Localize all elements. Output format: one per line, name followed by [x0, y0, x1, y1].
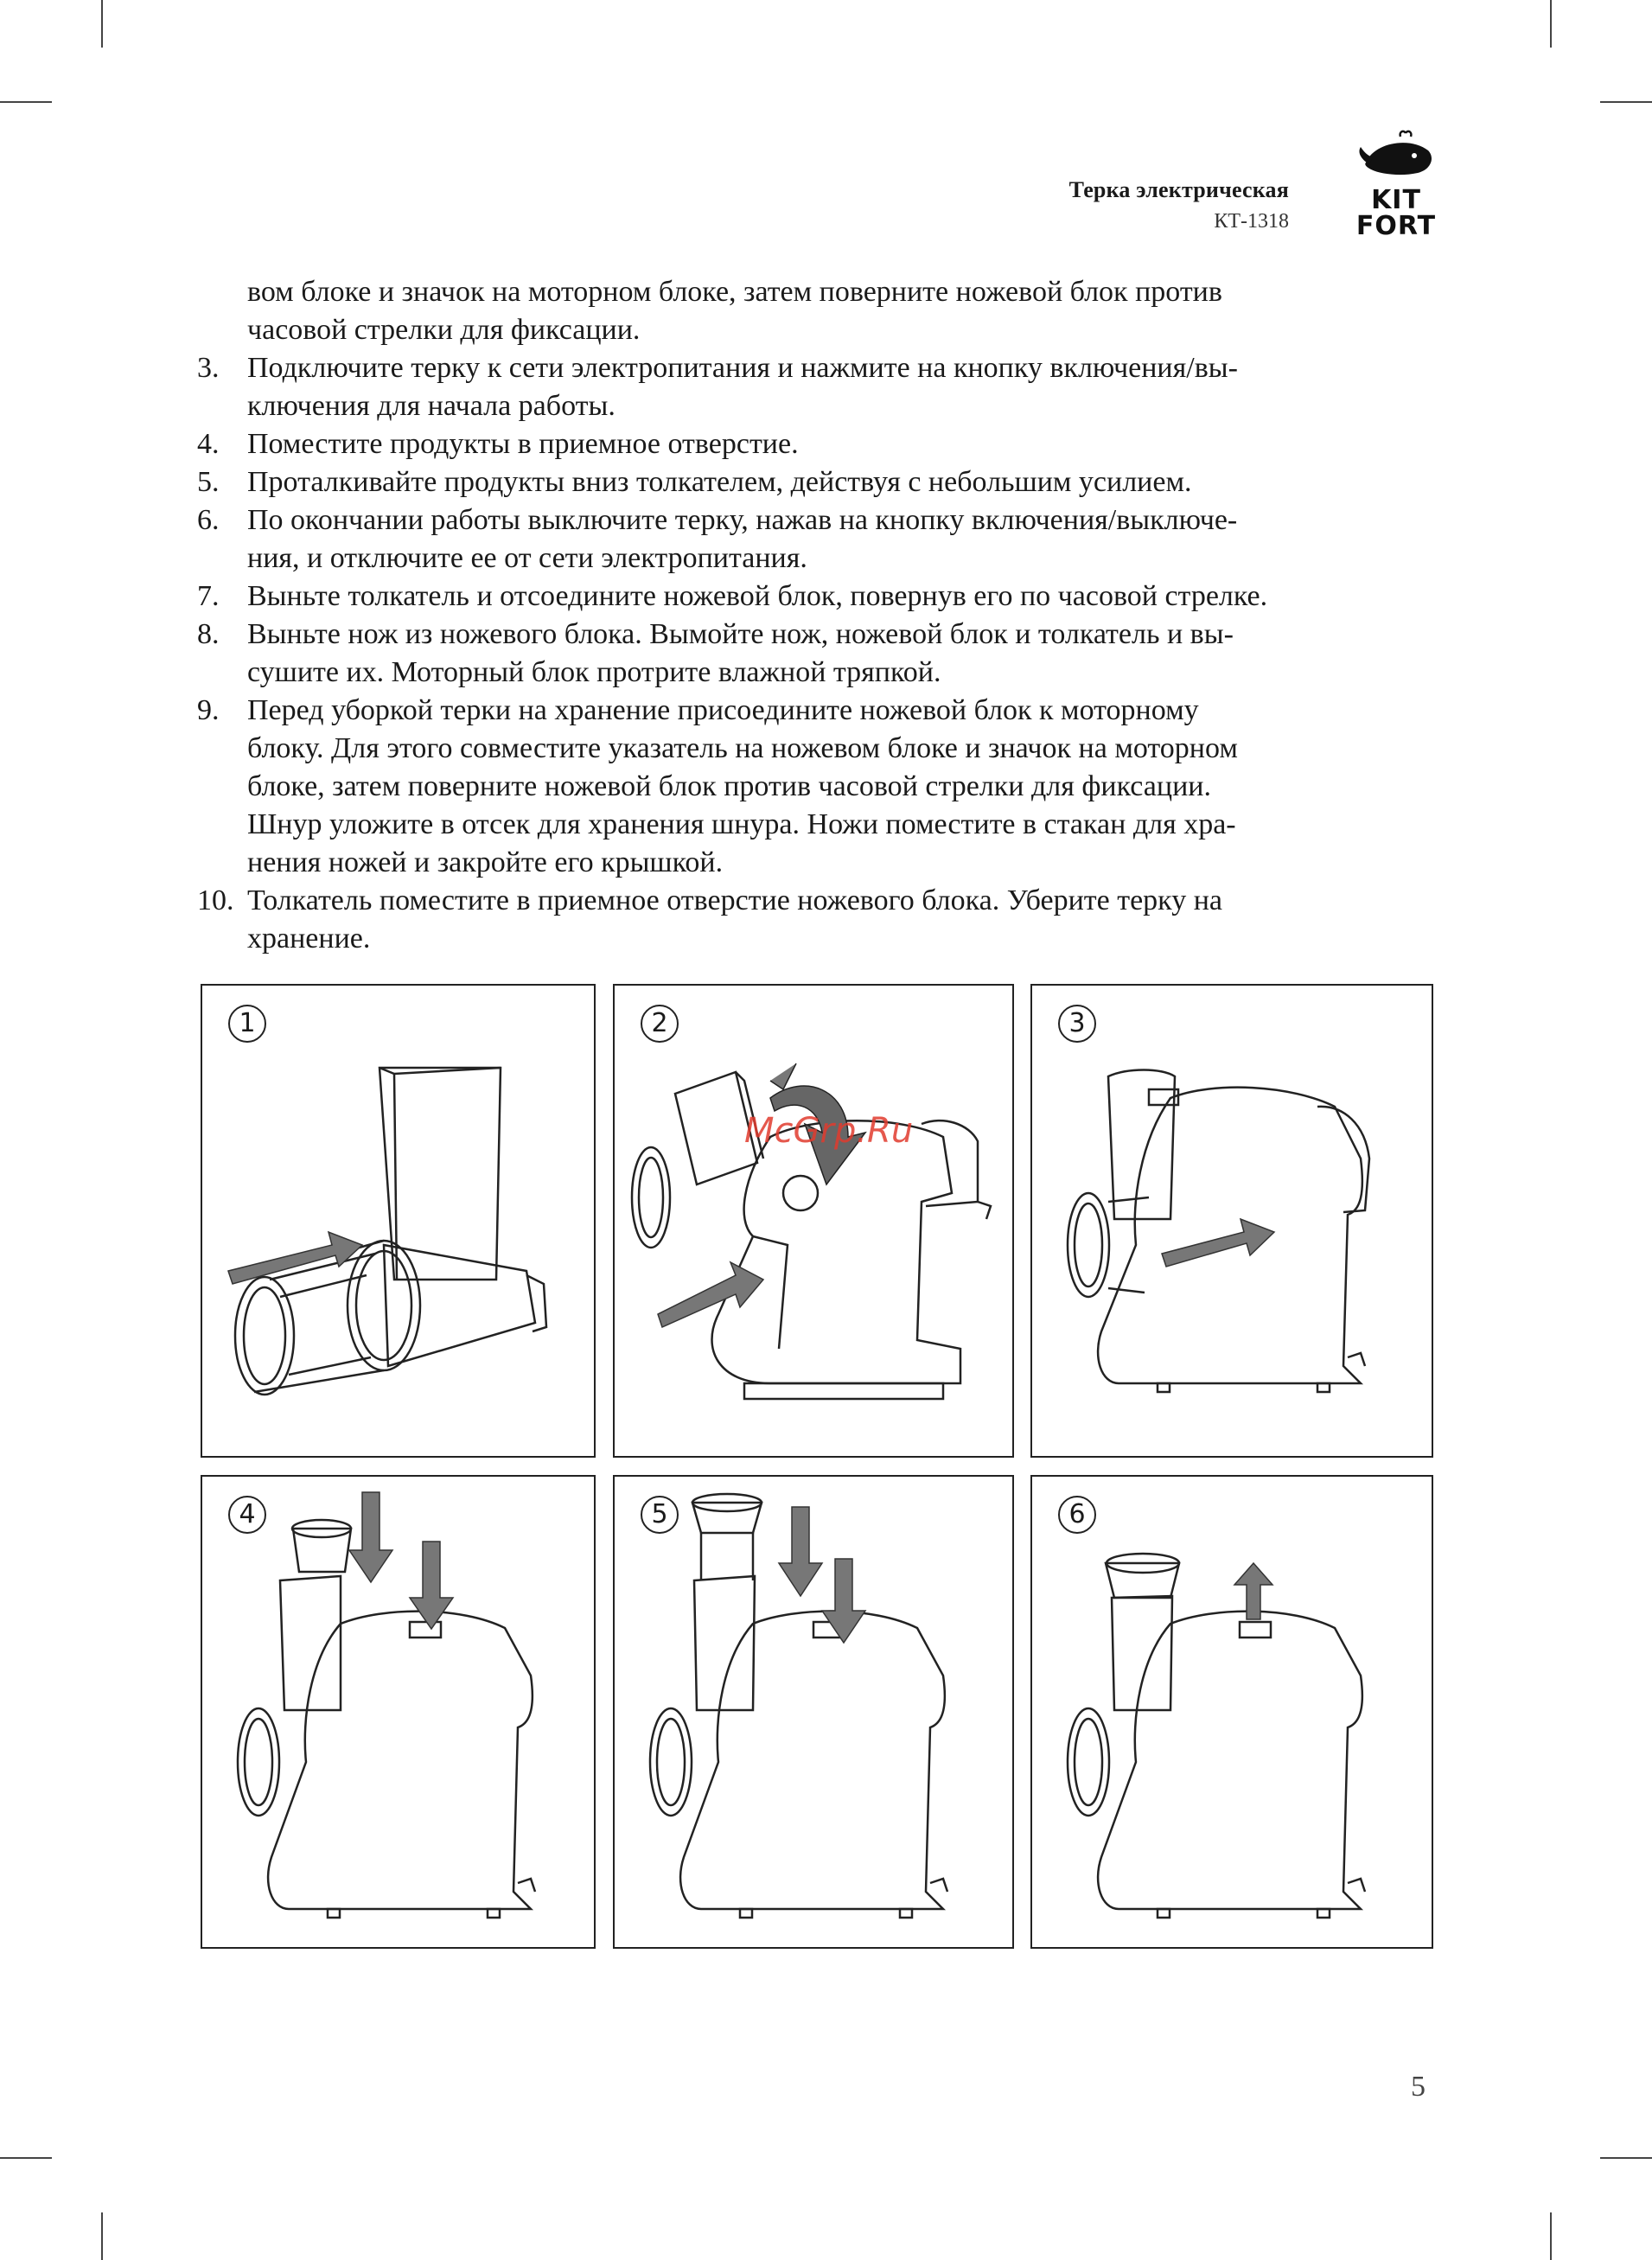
illustration-panel-3 [1030, 984, 1433, 1458]
list-item [197, 501, 1442, 578]
insert-products-illustration [202, 1477, 597, 1950]
list-line: ключения для начала работы. [247, 390, 616, 422]
list-item [197, 692, 1442, 882]
list-line: По окончании работы выключите терку, нажав на кнопку включения/выключе- [247, 504, 1238, 536]
list-line: Проталкивайте продукты вниз толкателем, действуя с небольшим усилием. [247, 466, 1192, 498]
crop-mark [1600, 2157, 1652, 2159]
illustration-panel-4 [201, 1475, 596, 1949]
list-line: Подключите терку к сети электропитания и нажмите на кнопку включения/вы- [247, 352, 1238, 384]
logo-text-kit: KIT [1371, 185, 1421, 215]
list-item [197, 578, 1442, 616]
crop-mark [1550, 0, 1552, 48]
panel-number-badge: 1 [228, 1005, 266, 1043]
list-line: Шнур уложите в отсек для хранения шнура. Ножи поместите в стакан для хра- [247, 808, 1236, 840]
intro-line: часовой стрелки для фиксации. [247, 314, 641, 346]
list-line: Выньте толкатель и отсоедините ножевой блок, повернув его по часовой стрелке. [247, 580, 1268, 612]
whale-icon [1349, 130, 1444, 183]
intro-line: вом блоке и значок на моторном блоке, затем поверните ножевой блок против [247, 276, 1222, 308]
switch-off-illustration [1032, 1477, 1435, 1950]
connect-power-illustration [1032, 986, 1435, 1459]
crop-mark [101, 2212, 103, 2260]
list-number: 9. [197, 694, 220, 726]
crop-mark [101, 0, 103, 48]
attach-blade-block-illustration [615, 986, 1016, 1459]
logo-text-fort: FORT [1355, 211, 1437, 241]
list-line: Выньте нож из ножевого блока. Вымойте нож, ножевой блок и толкатель и вы- [247, 618, 1234, 650]
list-number: 10. [197, 884, 234, 916]
list-line: Перед уборкой терки на хранение присоедините ножевой блок к моторному [247, 694, 1199, 726]
list-item [197, 882, 1442, 958]
grater-assembly-illustration [202, 986, 597, 1459]
list-item [197, 425, 1442, 463]
crop-mark [1550, 2212, 1552, 2260]
list-line: блоку. Для этого совместите указатель на ножевом блоке и значок на моторном [247, 732, 1238, 764]
list-item [197, 616, 1442, 692]
page-number: 5 [1411, 2071, 1426, 2103]
panel-number-badge: 5 [641, 1496, 679, 1534]
list-number: 4. [197, 428, 220, 460]
illustration-panel-5 [613, 1475, 1014, 1949]
list-line: хранение. [247, 923, 371, 954]
list-line: сушите их. Моторный блок протрите влажной тряпкой. [247, 656, 941, 688]
list-line: блоке, затем поверните ножевой блок против часовой стрелки для фиксации. [247, 770, 1211, 802]
brand-logo [1349, 130, 1444, 242]
list-line: Толкатель поместите в приемное отверстие ножевого блока. Уберите терку на [247, 884, 1223, 916]
panel-number-badge: 6 [1058, 1496, 1096, 1534]
list-line: ния, и отключите ее от сети электропитания. [247, 542, 807, 574]
model-number: КТ-1318 [1214, 210, 1289, 233]
list-number: 7. [197, 580, 220, 612]
panel-number-badge: 4 [228, 1496, 266, 1534]
list-number: 6. [197, 504, 220, 536]
list-line: Поместите продукты в приемное отверстие. [247, 428, 799, 460]
illustration-panel-6 [1030, 1475, 1433, 1949]
push-products-illustration [615, 1477, 1016, 1950]
page-header [1069, 177, 1289, 233]
list-number: 8. [197, 618, 220, 650]
crop-mark [1600, 101, 1652, 103]
document-title: Терка электрическая [1068, 177, 1289, 202]
panel-number-badge: 2 [641, 1005, 679, 1043]
crop-mark [0, 2157, 52, 2159]
panel-number-badge: 3 [1058, 1005, 1096, 1043]
watermark: McGrp.Ru [744, 1111, 914, 1151]
list-item [197, 349, 1442, 425]
instructions-text [197, 273, 1442, 958]
list-number: 5. [197, 466, 220, 498]
list-number: 3. [197, 352, 220, 384]
list-item [197, 463, 1442, 501]
illustration-panel-2 [613, 984, 1014, 1458]
illustration-panel-1 [201, 984, 596, 1458]
list-line: нения ножей и закройте его крышкой. [247, 846, 724, 878]
crop-mark [0, 101, 52, 103]
